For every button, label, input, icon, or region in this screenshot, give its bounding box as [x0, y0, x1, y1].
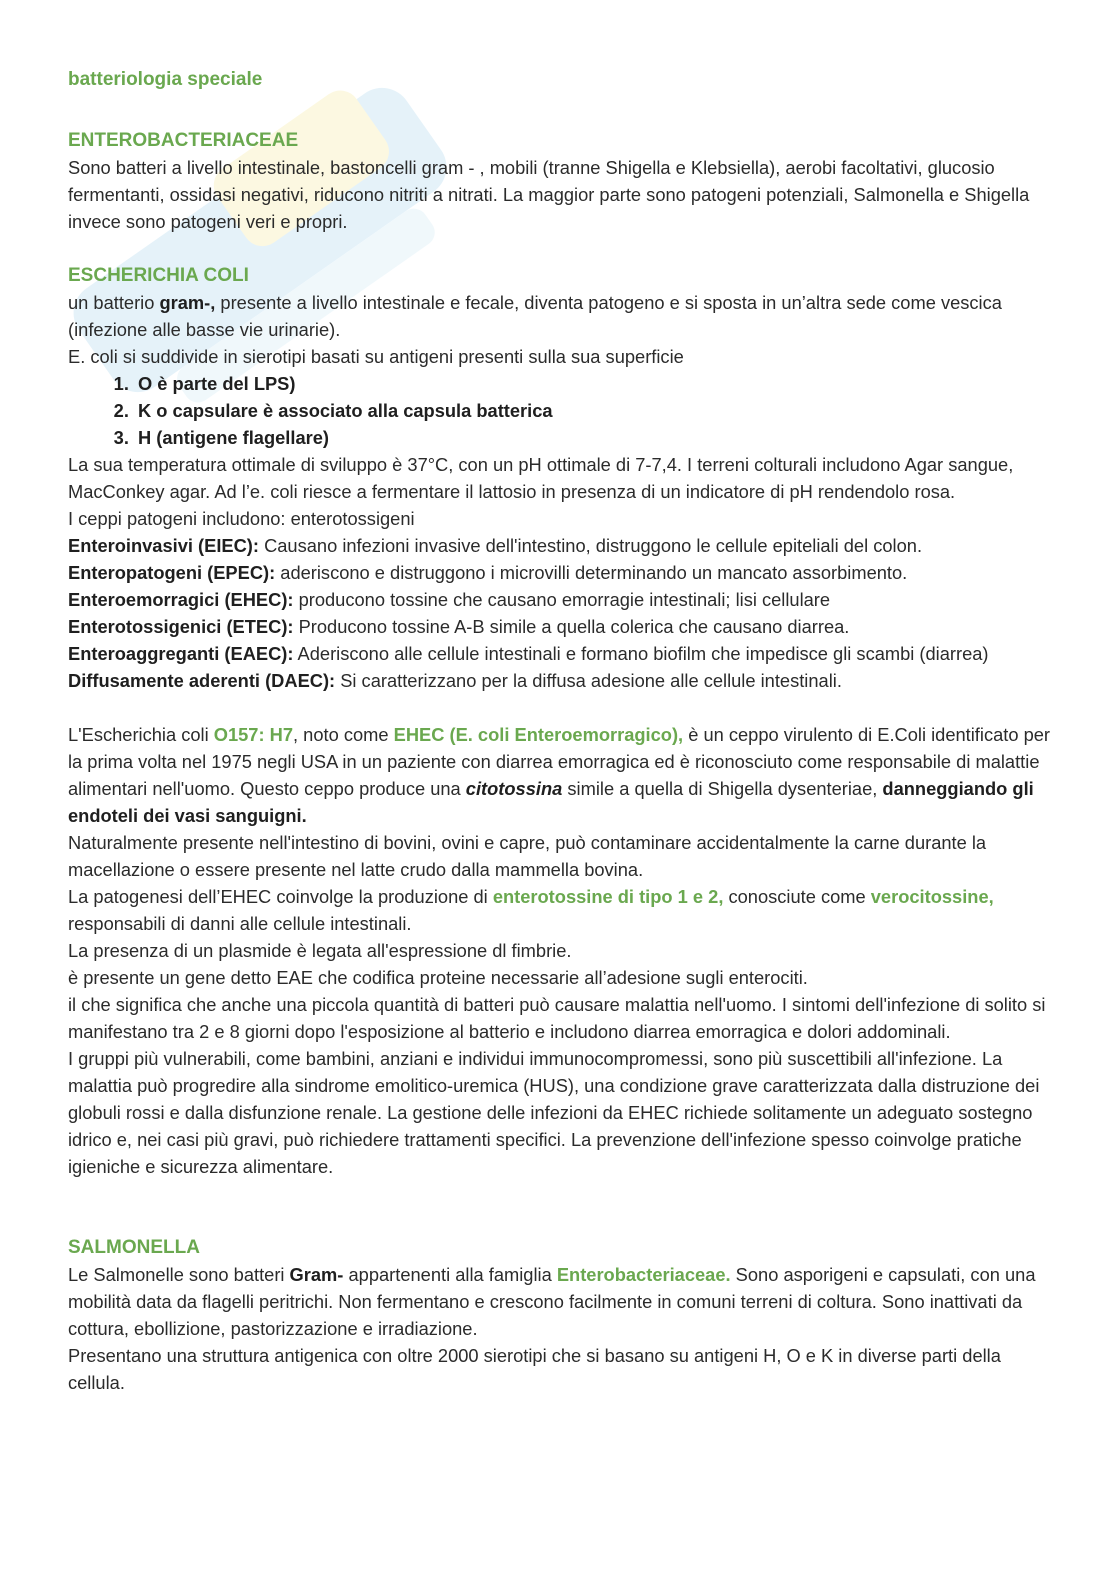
paragraph-salmonella-antigens: Presentano una struttura antigenica con oltre 2000 sierotipi che si basano su antigeni H, O e K in diverse parti della cellula.	[68, 1345, 1001, 1393]
strain-etec: Enterotossigenici (ETEC): Producono tossine A-B simile a quella colerica che causano diarrea.	[68, 616, 850, 637]
paragraph-ecoli-culture: La sua temperatura ottimale di sviluppo è 37°C, con un pH ottimale di 7-7,4. I terreni colturali includono Agar sangue, MacConkey agar. Ad l’e. coli riesce a fermentare il lattosio in presenza di un indicatore di pH rendendolo rosa.	[68, 454, 1014, 502]
paragraph-ehec-plasmid: La presenza di un plasmide è legata all'espressione dl fimbrie.	[68, 940, 572, 961]
paragraph-ecoli-serotypes: E. coli si suddivide in sierotipi basati su antigeni presenti sulla sua superficie	[68, 346, 684, 367]
section-title-salmonella: SALMONELLA	[68, 1237, 200, 1258]
paragraph-ehec-pathogenesis: La patogenesi dell’EHEC coinvolge la produzione di enterotossine di tipo 1 e 2, conosciute come verocitossine, responsabili di danni alle cellule intestinali.	[68, 886, 994, 934]
paragraph-enterobacteriaceae: Sono batteri a livello intestinale, bastoncelli gram - , mobili (tranne Shigella e Klebsiella), aerobi facoltativi, glucosio fermentanti, ossidasi negativi, riducono nitriti a nitrati. La maggior parte sono patogeni potenziali, Salmonella e Shigella invece sono patogeni veri e propri.	[68, 157, 1030, 232]
strain-epec: Enteropatogeni (EPEC): aderiscono e distruggono i microvilli determinando un mancato assorbimento.	[68, 562, 908, 583]
list-item: 2. K o capsulare è associato alla capsula batterica	[134, 397, 1058, 424]
section-title-escherichia-coli: ESCHERICHIA COLI	[68, 265, 249, 286]
paragraph-salmonella-intro: Le Salmonelle sono batteri Gram- appartenenti alla famiglia Enterobacteriaceae. Sono asporigeni e capsulati, con una mobilità data da flagelli peritrichi. Non fermentano e crescono facilmente in comuni terreni di coltura. Sono inattivati da cottura, ebollizione, pastorizzazione e irradiazione.	[68, 1264, 1036, 1339]
paragraph-ehec-symptoms: il che significa che anche una piccola quantità di batteri può causare malattia nell'uomo. I sintomi dell'infezione di solito si manifestano tra 2 e 8 giorni dopo l'esposizione al batterio e includono diarrea emorragica e dolori addominali.	[68, 994, 1046, 1042]
paragraph-strains-intro: I ceppi patogeni includono: enterotossigeni	[68, 508, 415, 529]
paragraph-ehec-intro: L'Escherichia coli O157: H7, noto come EHEC (E. coli Enteroemorragico), è un ceppo virulento di E.Coli identificato per la prima volta nel 1975 negli USA in un paziente con diarrea emorragica ed è riconosciuto come responsabile di malattie alimentari nell'uomo. Questo ceppo produce una citotossina simile a quella di Shigella dysenteriae, danneggiando gli endoteli dei vasi sanguigni.	[68, 724, 1050, 826]
antigen-list	[68, 370, 1058, 451]
section-title-enterobacteriaceae: ENTEROBACTERIACEAE	[68, 130, 299, 151]
paragraph-ecoli-intro: un batterio gram-, presente a livello intestinale e fecale, diventa patogeno e si sposta in un’altra sede come vescica (infezione alle basse vie urinarie).	[68, 292, 1002, 340]
strain-daec: Diffusamente aderenti (DAEC): Si caratterizzano per la diffusa adesione alle cellule intestinali.	[68, 670, 842, 691]
list-item: 1. O è parte del LPS)	[134, 370, 1058, 397]
document-title: batteriologia speciale	[68, 69, 263, 90]
strain-eiec: Enteroinvasivi (EIEC): Causano infezioni invasive dell'intestino, distruggono le cellule epiteliali del colon.	[68, 535, 923, 556]
strain-eaec: Enteroaggreganti (EAEC): Aderiscono alle cellule intestinali e formano biofilm che impedisce gli scambi (diarrea)	[68, 643, 989, 664]
paragraph-ehec-vulnerable: I gruppi più vulnerabili, come bambini, anziani e individui immunocompromessi, sono più suscettibili all'infezione. La malattia può progredire alla sindrome emolitico-uremica (HUS), una condizione grave caratterizzata dalla distruzione dei globuli rossi e dalla disfunzione renale. La gestione delle infezioni da EHEC richiede solitamente un adeguato sostegno idrico e, nei casi più gravi, può richiedere trattamenti specifici. La prevenzione dell'infezione spesso coinvolge pratiche igieniche e sicurezza alimentare.	[68, 1048, 1040, 1177]
document-page	[68, 66, 1058, 1396]
strain-ehec: Enteroemorragici (EHEC): producono tossine che causano emorragie intestinali; lisi cellulare	[68, 589, 831, 610]
paragraph-ehec-habitat: Naturalmente presente nell'intestino di bovini, ovini e capre, può contaminare accidentalmente la carne durante la macellazione o essere presente nel latte crudo dalla mammella bovina.	[68, 832, 987, 880]
list-item: 3. H (antigene flagellare)	[134, 424, 1058, 451]
paragraph-ehec-gene: è presente un gene detto EAE che codifica proteine necessarie all’adesione sugli enterociti.	[68, 967, 808, 988]
